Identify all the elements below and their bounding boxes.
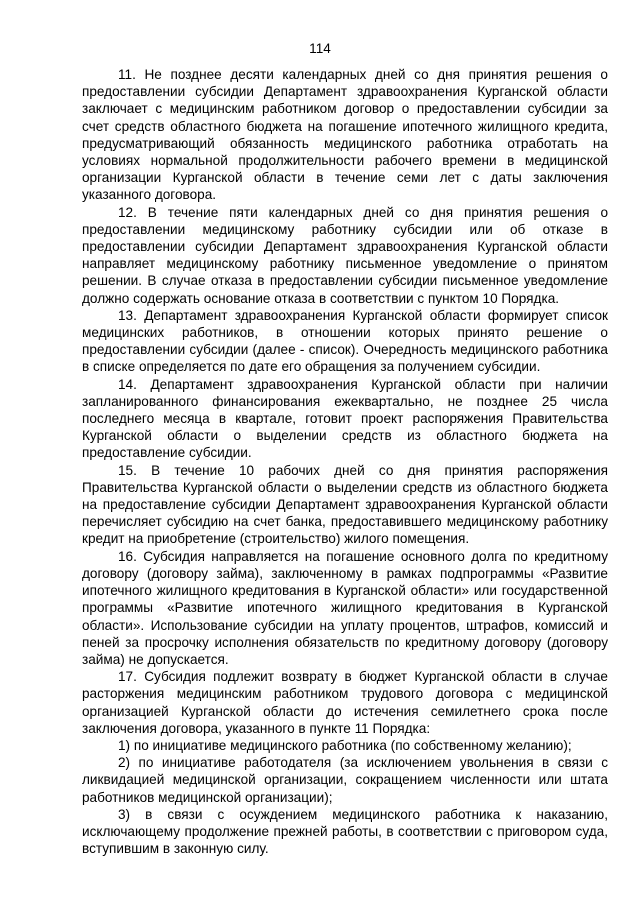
list-item-2: 2) по инициативе работодателя (за исключением увольнения в связи с ликвидацией медицинской организации, сокращением численности или штата работников медицинской организации); [82, 755, 608, 805]
paragraph-15: 15. В течение 10 рабочих дней со дня принятия распоряжения Правительства Курганской области о выделении средств из областного бюджета на предоставление субсидии Департамент здравоохранения Курганской области перечисляет субсидию на счет банка, предоставившего медицинскому работнику кредит на приобретение (строительство) жилого помещения. [82, 462, 608, 547]
paragraph-11: 11. Не позднее десяти календарных дней со дня принятия решения о предоставлении субсидии Департамент здравоохранения Курганской области заключает с медицинским работником договор о предоставлении субсидии за счет средств областного бюджета на погашение ипотечного жилищного кредита, предусматривающий обязанность медицинского работника отработать на условиях нормальной продолжительности рабочего времени в медицинской организации Курганской области в течение семи лет с даты заключения указанного договора. [82, 67, 608, 203]
list-item-1: 1) по инициативе медицинского работника (по собственному желанию); [118, 737, 572, 753]
list-item-3: 3) в связи с осуждением медицинского работника к наказанию, исключающему продолжение прежней работы, в соответствии с приговором суда, вступившим в законную силу. [82, 806, 608, 857]
paragraph-16: 16. Субсидия направляется на погашение основного долга по кредитному договору (договору займа), заключенному в рамках подпрограммы «Развитие ипотечного жилищного кредитования в Курганской области» или государственной программы «Развитие ипотечного жилищного кредитования в Курганской области». Использование субсидии на уплату процентов, штрафов, комиссий и пеней за просрочку исполнения обязательств по кредитному договору (договору займа) не допускается. [82, 548, 608, 667]
paragraph-13: 13. Департамент здравоохранения Курганской области формирует список медицинских работников, в отношении которых принято решение о предоставлении субсидии (далее - список). Очередность медицинского работника в списке определяется по дате его обращения за получением субсидии. [82, 307, 608, 375]
paragraph-12: 12. В течение пяти календарных дней со дня принятия решения о предоставлении медицинскому работнику субсидии или об отказе в предоставлении субсидии Департамент здравоохранения Курганской области направляет медицинскому работнику письменное уведомление о принятом решении. В случае отказа в предоставлении субсидии письменное уведомление должно содержать основание отказа в соответствии с пунктом 10 Порядка. [82, 204, 608, 306]
page-number: 114 [309, 41, 331, 56]
paragraph-17: 17. Субсидия подлежит возврату в бюджет Курганской области в случае расторжения медицинским работником трудового договора с медицинской организацией Курганской области до истечения семилетнего срока после заключения договора, указанного в пункте 11 Порядка: [82, 669, 608, 736]
document-body [82, 66, 608, 857]
paragraph-14: 14. Департамент здравоохранения Курганской области при наличии запланированного финансирования ежеквартально, не позднее 25 числа последнего месяца в квартале, готовит проект распоряжения Правительства Курганской области о выделении средств из областного бюджета на предоставление субсидии. [82, 376, 608, 461]
